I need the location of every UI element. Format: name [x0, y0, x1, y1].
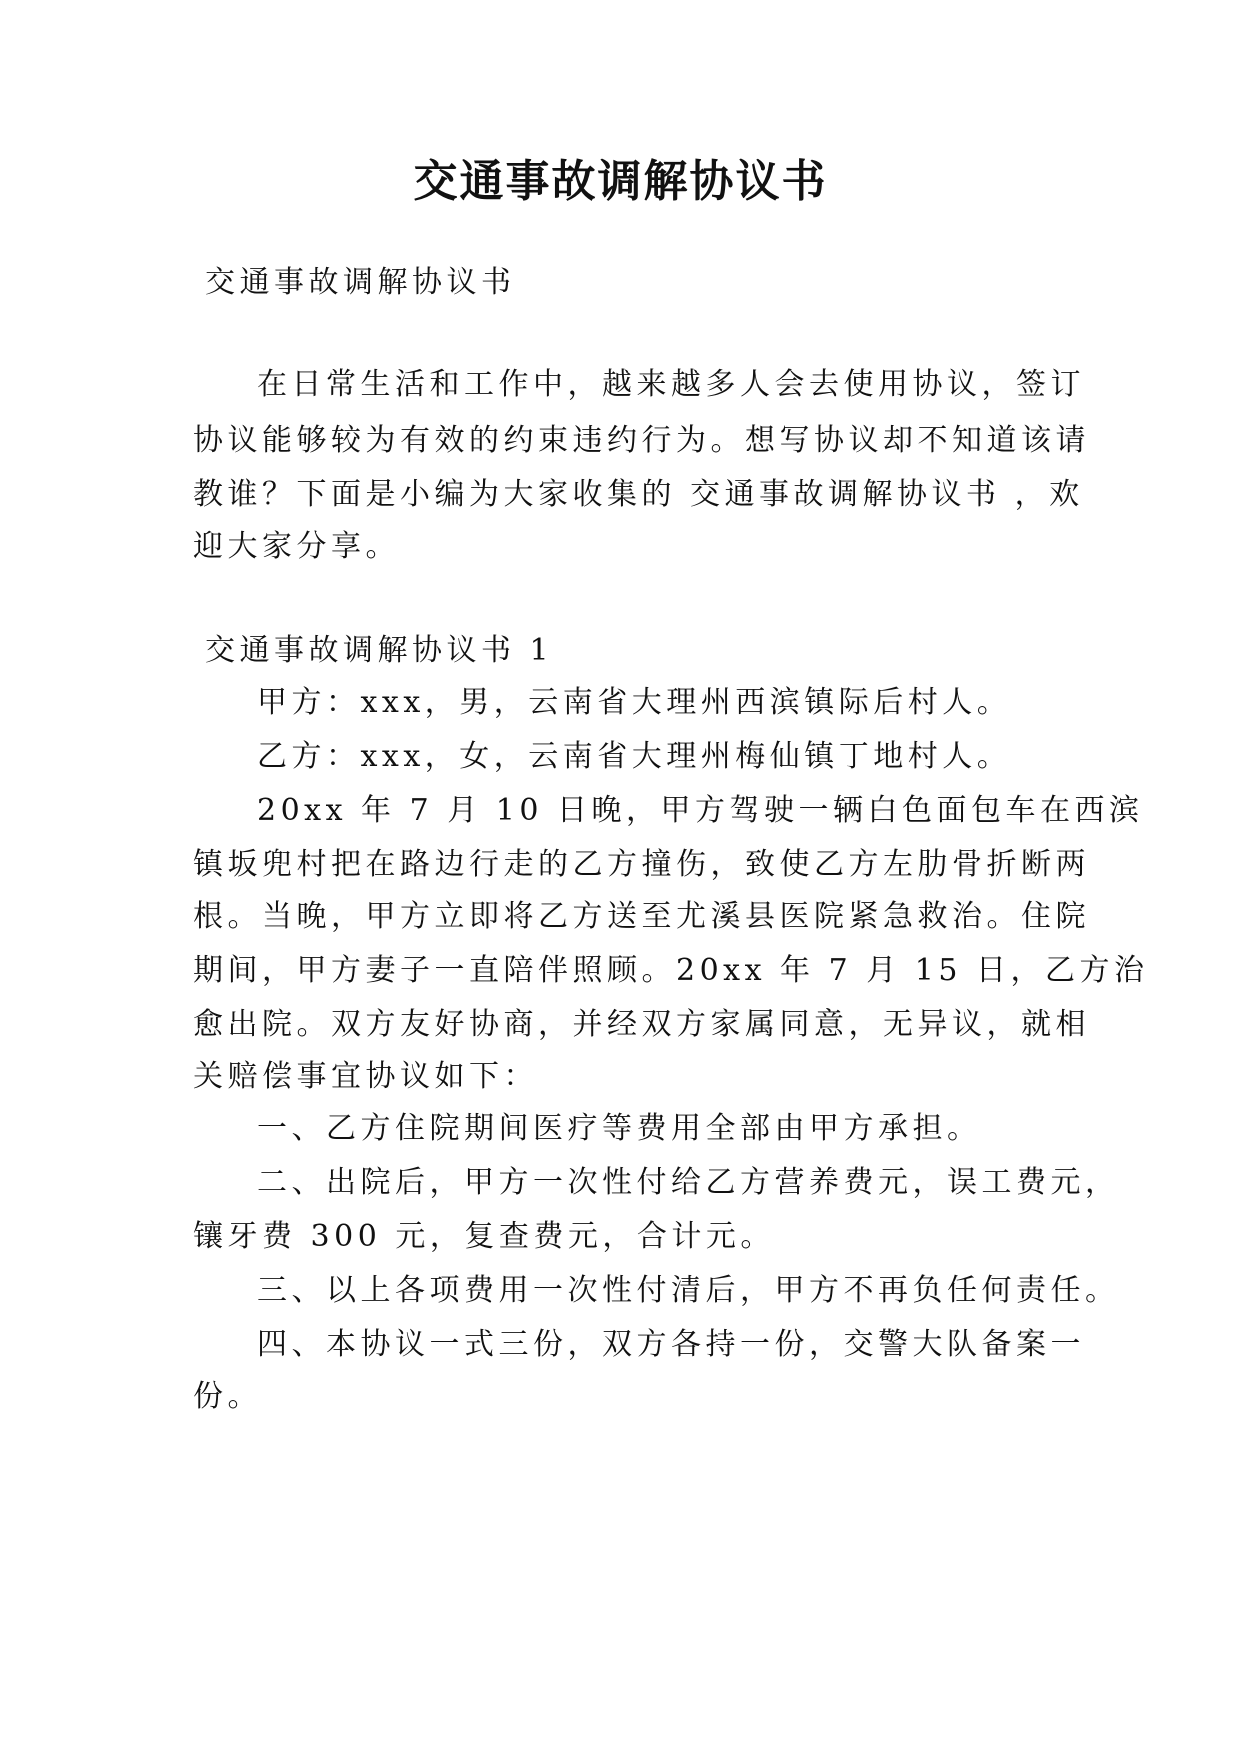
clause-4-line-1: 四、本协议一式三份，双方各持一份，交警大队备案一	[257, 1327, 1085, 1362]
intro-line-1: 在日常生活和工作中，越来越多人会去使用协议，签订	[257, 367, 1085, 402]
document-title: 交通事故调解协议书	[413, 156, 828, 207]
clause-3: 三、以上各项费用一次性付清后，甲方不再负任何责任。	[257, 1273, 1120, 1308]
intro-line-3: 教谁？下面是小编为大家收集的 交通事故调解协议书 ，欢	[193, 477, 1084, 512]
clause-1: 一、乙方住院期间医疗等费用全部由甲方承担。	[257, 1111, 982, 1146]
facts-line-1: 20xx 年 7 月 10 日晚，甲方驾驶一辆白色面包车在西滨	[257, 793, 1144, 828]
party-a-line: 甲方：xxx，男，云南省大理州西滨镇际后村人。	[257, 685, 1012, 720]
facts-line-4: 期间，甲方妻子一直陪伴照顾。20xx 年 7 月 15 日，乙方治	[193, 953, 1149, 988]
document-subtitle: 交通事故调解协议书	[205, 265, 516, 300]
clause-2-line-1: 二、出院后，甲方一次性付给乙方营养费元，误工费元，	[257, 1165, 1120, 1200]
intro-line-4: 迎大家分享。	[193, 529, 400, 564]
facts-line-2: 镇坂兜村把在路边行走的乙方撞伤，致使乙方左肋骨折断两	[193, 847, 1090, 882]
section-heading: 交通事故调解协议书 1	[205, 633, 554, 668]
facts-line-6: 关赔偿事宜协议如下：	[193, 1059, 538, 1094]
clause-4-line-2: 份。	[193, 1379, 262, 1414]
facts-line-5: 愈出院。双方友好协商，并经双方家属同意，无异议，就相	[193, 1007, 1090, 1042]
facts-line-3: 根。当晚，甲方立即将乙方送至尤溪县医院紧急救治。住院	[193, 899, 1090, 934]
intro-line-2: 协议能够较为有效的约束违约行为。想写协议却不知道该请	[193, 423, 1090, 458]
party-b-line: 乙方：xxx，女，云南省大理州梅仙镇丁地村人。	[257, 739, 1012, 774]
clause-2-line-2: 镶牙费 300 元，复查费元，合计元。	[193, 1219, 775, 1254]
